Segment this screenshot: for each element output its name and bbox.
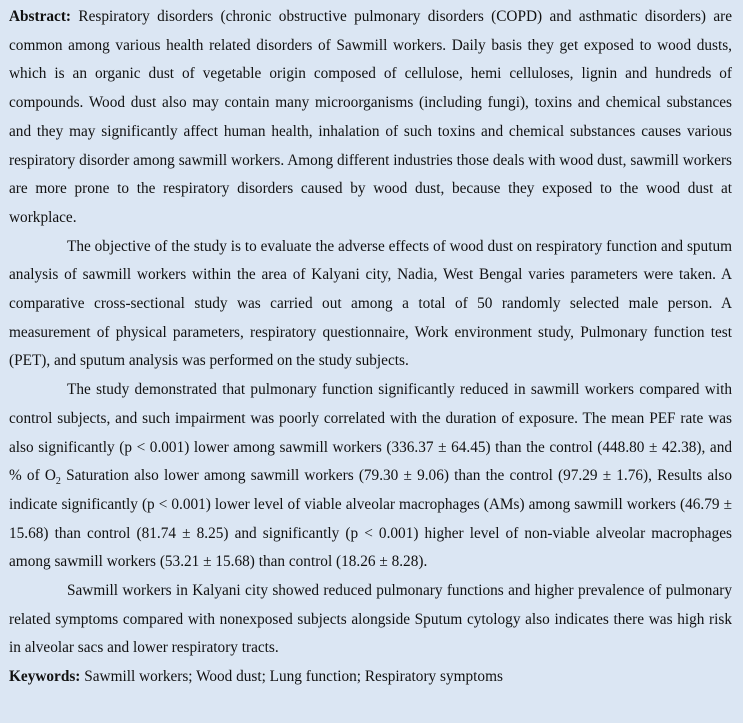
abstract-paragraph-1-text: Respiratory disorders (chronic obstructive pulmonary disorders (COPD) and asthmatic disorders) are common among various health related disorders of Sawmill workers. Daily basis they get exposed to wood dusts, which is an organic dust of vegetable origin composed of cellulose, hemi celluloses, lignin and hundreds of compounds. Wood dust also may contain many microorganisms (including fungi), toxins and chemical substances and they may significantly affect human health, inhalation of such toxins and chemical substances causes various respiratory disorder among sawmill workers. Among different industries those deals with wood dust, sawmill workers are more prone to the respiratory disorders caused by wood dust, because they exposed to the wood dust at workplace. bbox=[9, 8, 733, 226]
keywords-line bbox=[9, 663, 732, 692]
oxygen-subscript: 2 bbox=[55, 476, 61, 488]
abstract-paragraph-3-text-a: The study demonstrated that pulmonary function significantly reduced in sawmill workers compared with control subjects, and such impairment was poorly correlated with the duration of exposure. The mean PEF rate was also significantly (p < 0.001) lower among sawmill workers (336.37 ± 64.45) than the control (448.80 ± 42.38), and % of O bbox=[9, 381, 732, 485]
keywords-heading: Keywords: bbox=[9, 668, 81, 686]
keywords-text: Sawmill workers; Wood dust; Lung function; Respiratory symptoms bbox=[84, 668, 503, 686]
abstract-heading: Abstract: bbox=[9, 8, 72, 25]
abstract-paragraph-3 bbox=[9, 376, 732, 577]
abstract-paragraph-3-text-b: Saturation also lower among sawmill workers (79.30 ± 9.06) than the control (97.29 ± 1.76), Results also indicate significantly (p < 0.001) lower level of viable alveolar macrophages (AMs) among sawmill workers (46.79 ± 15.68) than control (81.74 ± 8.25) and significantly (p < 0.001) higher level of non-viable alveolar macrophages among sawmill workers (53.21 ± 15.68) than control (18.26 ± 8.28). bbox=[9, 467, 732, 571]
abstract-paragraph-1 bbox=[9, 3, 732, 233]
abstract-paragraph-2: The objective of the study is to evaluate the adverse effects of wood dust on respiratory function and sputum analysis of sawmill workers within the area of Kalyani city, Nadia, West Bengal varies parameters were taken. A comparative cross-sectional study was carried out among a total of 50 randomly selected male person. A measurement of physical parameters, respiratory questionnaire, Work environment study, Pulmonary function test (PET), and sputum analysis was performed on the study subjects. bbox=[9, 237, 732, 370]
abstract-paragraph-4: Sawmill workers in Kalyani city showed reduced pulmonary functions and higher prevalence of pulmonary related symptoms compared with nonexposed subjects alongside Sputum cytology also indicates there was high risk in alveolar sacs and lower respiratory tracts. bbox=[9, 582, 732, 657]
